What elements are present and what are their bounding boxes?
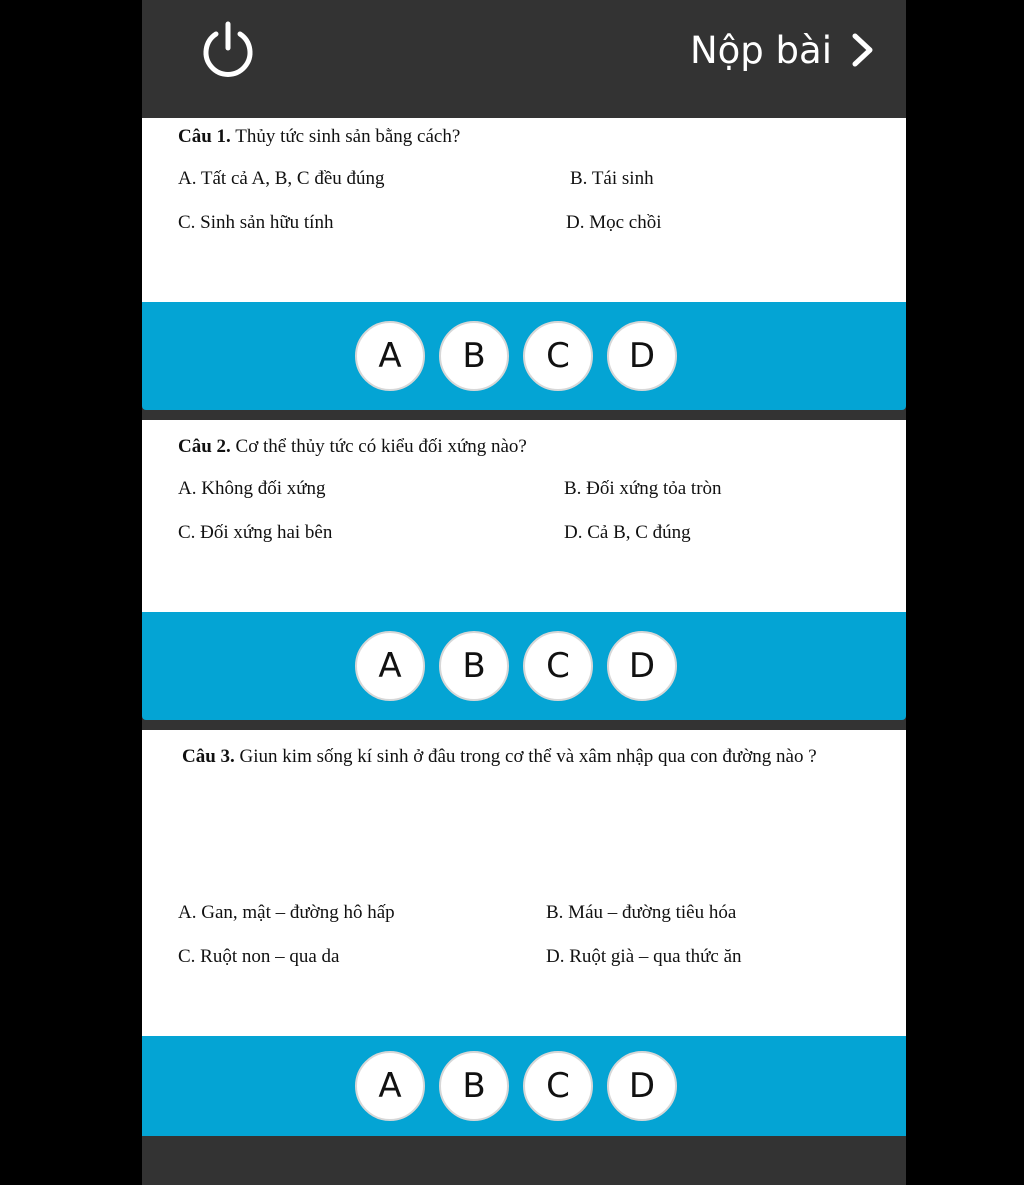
question-text [178,124,866,150]
choice-c-button[interactable]: C [523,631,593,701]
option-d: D. Cả B, C đúng [564,522,691,543]
bottom-bar [142,1136,906,1185]
top-bar [142,0,906,118]
question-prompt: Giun kim sống kí sinh ở đâu trong cơ thể và xâm nhập qua con đường nào ? [239,746,817,767]
option-b: B. Đối xứng tỏa tròn [564,478,722,499]
choice-a-button[interactable]: A [355,631,425,701]
answer-bar-3 [142,1036,906,1136]
option-a: A. Gan, mật – đường hô hấp [178,902,395,923]
chevron-right-icon [850,33,876,67]
submit-button[interactable] [690,24,876,76]
answer-choices [355,631,677,701]
question-number: Câu 2. [178,436,231,457]
option-a: A. Tất cả A, B, C đều đúng [178,168,385,189]
question-card-1 [142,118,906,302]
option-c: C. Đối xứng hai bên [178,522,333,543]
question-prompt: Thủy tức sinh sản bằng cách? [235,126,461,147]
question-prompt: Cơ thể thủy tức có kiểu đối xứng nào? [235,436,527,457]
choice-b-button[interactable]: B [439,321,509,391]
choice-a-button[interactable]: A [355,1051,425,1121]
answer-choices [355,321,677,391]
choice-c-button[interactable]: C [523,1051,593,1121]
answer-bar-2 [142,612,906,720]
choice-c-button[interactable]: C [523,321,593,391]
question-text [178,744,866,770]
question-text [178,434,866,460]
choice-a-button[interactable]: A [355,321,425,391]
answer-bar-1 [142,302,906,410]
quiz-app [142,0,906,1185]
question-card-2 [142,420,906,612]
submit-label: Nộp bài [689,28,832,72]
option-c: C. Sinh sản hữu tính [178,212,334,233]
option-b: B. Máu – đường tiêu hóa [546,902,737,923]
power-icon [198,20,258,80]
option-d: D. Mọc chồi [566,212,662,233]
answer-choices [355,1051,677,1121]
option-d: D. Ruột già – qua thức ăn [546,946,742,967]
choice-d-button[interactable]: D [607,631,677,701]
option-b: B. Tái sinh [570,168,654,189]
question-number: Câu 1. [178,126,231,147]
question-card-3 [142,730,906,1038]
question-number: Câu 3. [182,746,235,767]
choice-b-button[interactable]: B [439,1051,509,1121]
choice-b-button[interactable]: B [439,631,509,701]
choice-d-button[interactable]: D [607,321,677,391]
power-button[interactable] [198,20,258,80]
option-a: A. Không đối xứng [178,478,326,499]
option-c: C. Ruột non – qua da [178,946,340,967]
choice-d-button[interactable]: D [607,1051,677,1121]
